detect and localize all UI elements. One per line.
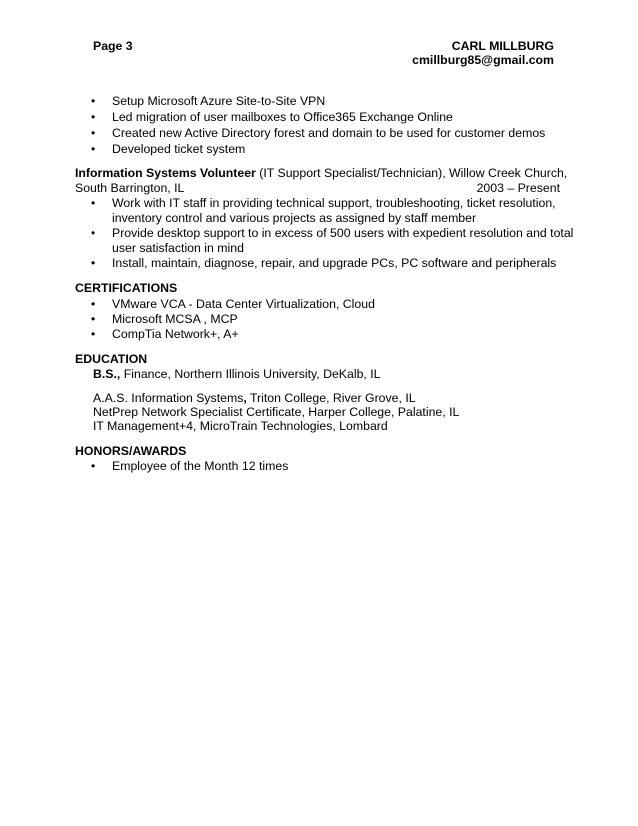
- degree-bs: [93, 367, 381, 382]
- list-item: Developed ticket system: [112, 142, 246, 156]
- education-heading: EDUCATION: [75, 352, 148, 366]
- degree-aas: [93, 391, 416, 406]
- bullet-icon: •: [91, 297, 96, 311]
- degree-bs-detail: Finance, Northern Illinois University, DeKalb, IL: [120, 367, 381, 381]
- degree-aas-detail: Triton College, River Grove, IL: [246, 391, 416, 405]
- candidate-email: cmillburg85@gmail.com: [412, 53, 554, 67]
- bullet-icon: •: [91, 196, 96, 210]
- bullet-icon: •: [91, 142, 96, 156]
- job-dates: 2003 – Present: [476, 181, 560, 195]
- bullet-icon: •: [91, 327, 96, 341]
- bullet-icon: •: [91, 256, 96, 270]
- bullet-icon: •: [91, 459, 96, 473]
- degree-aas-comma: ,: [243, 391, 247, 405]
- list-item: Microsoft MCSA , MCP: [112, 312, 238, 326]
- list-item-continued: inventory control and various projects as assigned by staff member: [112, 211, 477, 225]
- bullet-icon: •: [91, 126, 96, 140]
- list-item: CompTia Network+, A+: [112, 327, 239, 341]
- job-role-org: (IT Support Specialist/Technician), Willow Creek Church,: [255, 166, 568, 180]
- list-item: Setup Microsoft Azure Site-to-Site VPN: [112, 94, 326, 108]
- list-item: Provide desktop support to in excess of 500 users with expedient resolution and total: [112, 226, 574, 240]
- list-item: Led migration of user mailboxes to Office365 Exchange Online: [112, 110, 453, 124]
- honors-heading: HONORS/AWARDS: [75, 444, 187, 458]
- list-item-continued: user satisfaction in mind: [112, 241, 244, 255]
- degree-aas-label: A.A.S. Information Systems: [93, 391, 244, 405]
- it-management: IT Management+4, MicroTrain Technologies, Lombard: [93, 419, 388, 433]
- page-number: Page 3: [93, 39, 133, 53]
- list-item: Employee of the Month 12 times: [112, 459, 289, 473]
- bullet-icon: •: [91, 110, 96, 124]
- list-item: Work with IT staff in providing technical support, troubleshooting, ticket resolution,: [112, 196, 556, 210]
- bullet-icon: •: [91, 226, 96, 240]
- list-item: VMware VCA - Data Center Virtualization, Cloud: [112, 297, 375, 311]
- candidate-name: CARL MILLBURG: [451, 39, 554, 53]
- list-item: Created new Active Directory forest and domain to be used for customer demos: [112, 126, 546, 140]
- certifications-heading: CERTIFICATIONS: [75, 281, 178, 295]
- job-title-line: [75, 166, 567, 181]
- degree-bs-label: B.S.,: [93, 367, 121, 381]
- job-title: Information Systems Volunteer: [75, 166, 256, 180]
- bullet-icon: •: [91, 312, 96, 326]
- netprep-certificate: NetPrep Network Specialist Certificate, Harper College, Palatine, IL: [93, 405, 460, 419]
- bullet-icon: •: [91, 94, 96, 108]
- job-location: South Barrington, IL: [75, 181, 185, 195]
- list-item: Install, maintain, diagnose, repair, and upgrade PCs, PC software and peripherals: [112, 256, 557, 270]
